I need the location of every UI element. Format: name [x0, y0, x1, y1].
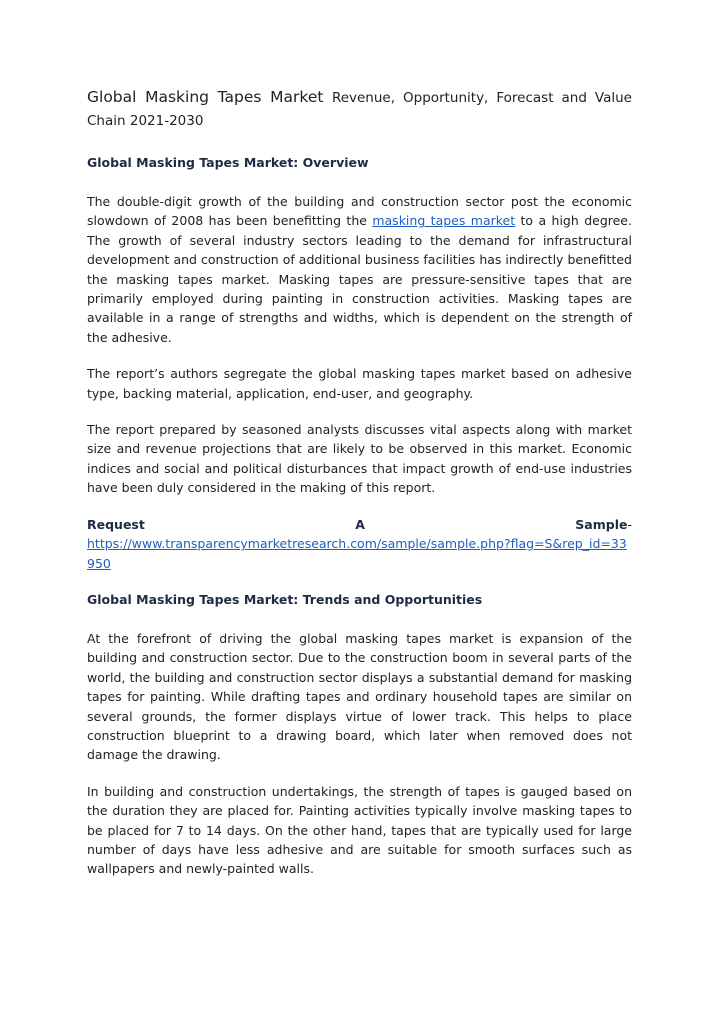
request-word: Request [87, 516, 145, 532]
sample-word: Sample [575, 516, 628, 532]
masking-tapes-market-link[interactable]: masking tapes market [372, 213, 516, 229]
document-title [87, 86, 632, 132]
overview-paragraph-1 [87, 192, 632, 347]
trends-paragraph-2: In building and construction undertakings, the strength of tapes is gauged based on the duration they are placed for. Painting activities typically involve masking tapes to be placed for 7 to 14 days. On the other hand, tapes that are typically used for large number of days have less adhesive and are suitable for smooth surfaces such as wallpapers and newly-painted walls. [87, 783, 632, 877]
trends-paragraph-1: At the forefront of driving the global masking tapes market is expansion of the building and construction sector. Due to the construction boom in several parts of the world, the building and construction sector displays a substantial demand for masking tapes for painting. While drafting tapes and ordinary household tapes are similar on several grounds, the former displays virtue of lower track. This helps to place construction blueprint to a drawing board, which later when removed does not damage the drawing. [87, 630, 632, 763]
overview-paragraph-2: The report’s authors segregate the global masking tapes market based on adhesive type, backing material, application, end-user, and geography. [87, 366, 632, 401]
request-sample-row [87, 515, 632, 534]
dash-separator: - [627, 516, 632, 532]
title-subtitle: Revenue, Opportunity, Forecast and Value Chain 2021-2030 [87, 90, 632, 129]
a-word: A [355, 516, 365, 532]
request-sample-url-block [87, 534, 632, 573]
overview-heading: Global Masking Tapes Market: Overview [87, 155, 369, 170]
request-sample-link[interactable]: https://www.transparencymarketresearch.com/sample/sample.php?flag=S&rep_id=33950 [87, 536, 627, 571]
overview-p1-text-after: to a high degree. The growth of several industry sectors leading to the demand for infrastructural development and construction of additional business facilities has indirectly benefitted the masking tapes market. Masking tapes are pressure-sensitive tapes that are primarily employed during painting in construction activities. Masking tapes are available in a range of strengths and widths, which is dependent on the strength of the adhesive. [87, 213, 632, 345]
document-page [87, 86, 632, 896]
overview-paragraph-3: The report prepared by seasoned analysts discusses vital aspects along with market size and revenue projections that are likely to be observed in this market. Economic indices and social and political disturbances that impact growth of end-use industries have been duly considered in the making of this report. [87, 422, 632, 496]
overview-p1-text-before: The double-digit growth of the building and construction sector post the economic slowdown of 2008 has been benefitting the [87, 194, 632, 229]
trends-heading: Global Masking Tapes Market: Trends and Opportunities [87, 591, 483, 607]
title-main: Global Masking Tapes Market [87, 88, 324, 106]
sample-word-group [575, 515, 632, 534]
